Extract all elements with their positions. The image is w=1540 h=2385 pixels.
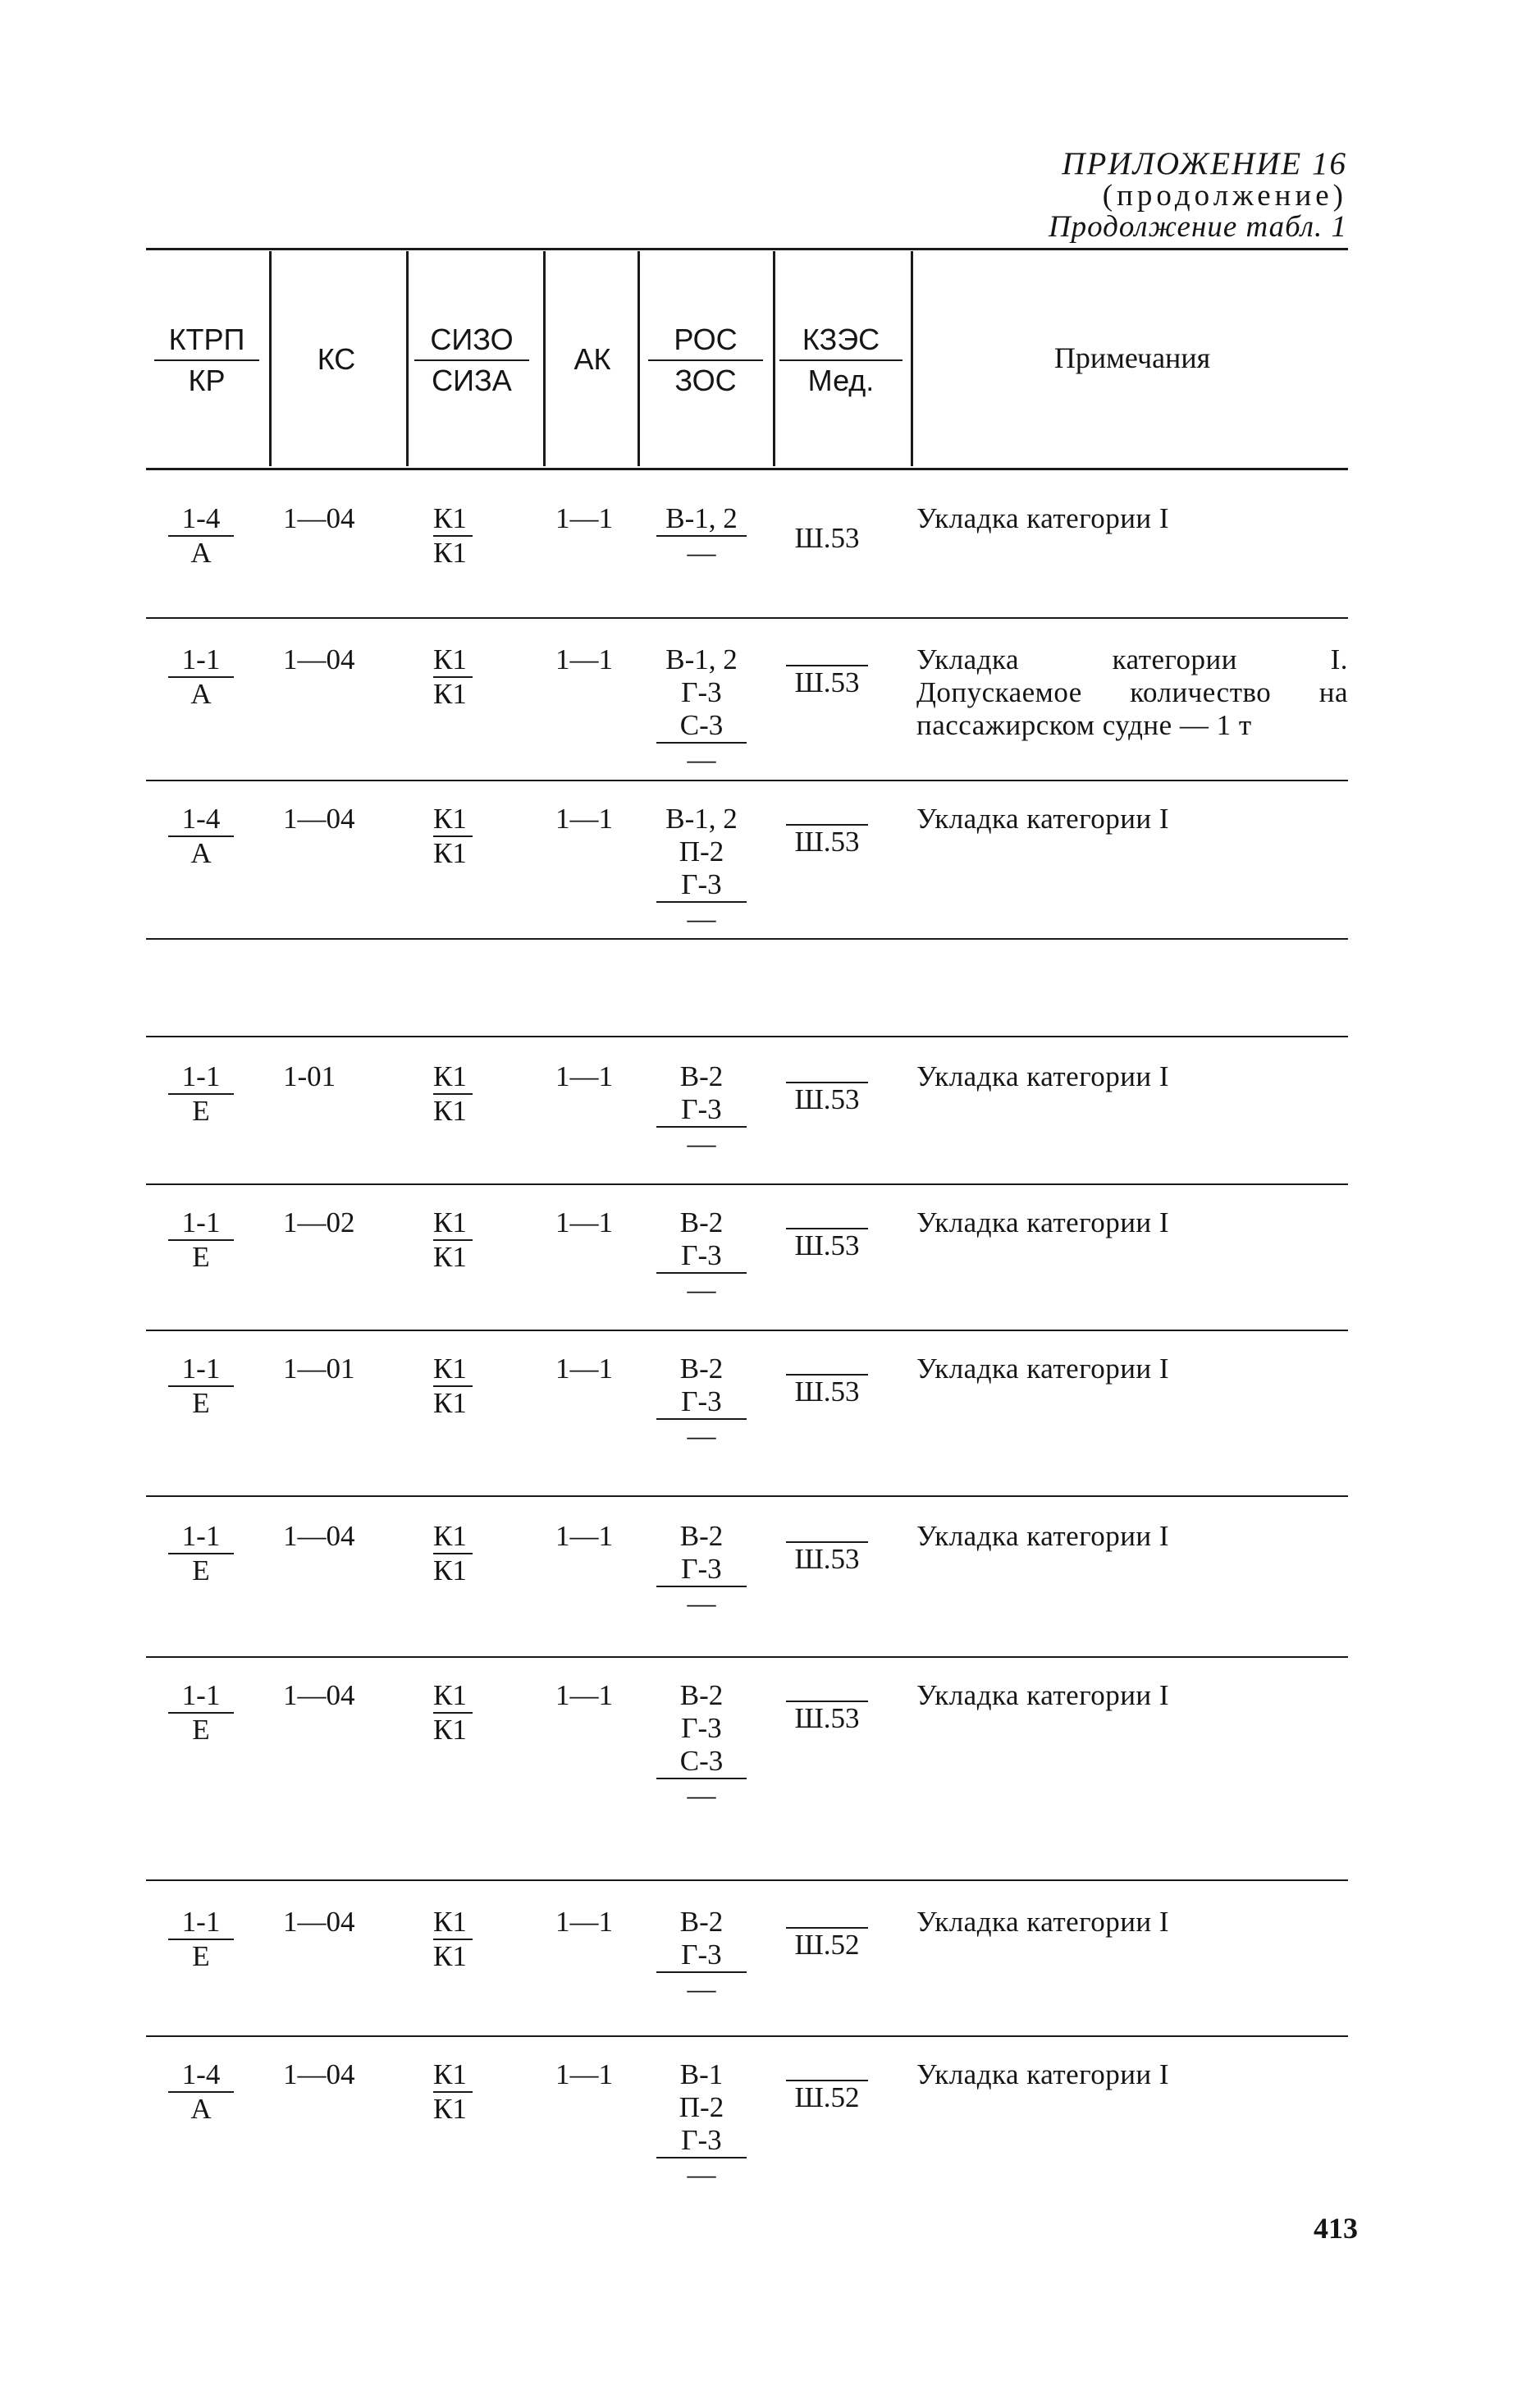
appendix-continuation: (продолжение) — [1102, 179, 1347, 213]
kzes-med-cell: Ш.52 — [786, 2058, 868, 2114]
kzes-med-cell: Ш.53 — [786, 643, 868, 699]
ktrp-kr-cell: 1-1 Е — [168, 1353, 234, 1420]
appendix-title: ПРИЛОЖЕНИЕ 16 — [1062, 146, 1347, 181]
row-divider — [146, 1879, 1348, 1881]
ros-zos-cell: В-1, 2 П-2 Г-3 — — [656, 803, 747, 936]
kzes-med-cell: Ш.53 — [786, 1060, 868, 1116]
sizo-siza-cell: К1 К1 — [433, 643, 482, 711]
ktrp-kr-cell: 1-4 А — [168, 803, 234, 870]
kzes-med-cell: Ш.53 — [786, 1679, 868, 1735]
ks-cell: 1—04 — [283, 1679, 355, 1711]
ak-cell: 1—1 — [555, 1353, 613, 1385]
ros-zos-cell: В-1, 2 — — [656, 502, 747, 570]
column-divider — [637, 251, 640, 466]
row-divider — [146, 780, 1348, 781]
kzes-med-cell: Ш.53 — [786, 803, 868, 858]
column-header-notes: Примечания — [1053, 341, 1211, 374]
ros-zos-cell: В-2 Г-3 — — [656, 1906, 747, 2006]
column-divider — [269, 251, 272, 466]
ak-cell: 1—1 — [555, 1060, 613, 1092]
ktrp-kr-cell: 1-1 Е — [168, 1206, 234, 1274]
notes-cell: Укладка категории I. Допускаемое количество на пассажирском судне — 1 т — [916, 643, 1348, 741]
kzes-med-cell: Ш.53 — [786, 1353, 868, 1408]
ktrp-kr-cell: 1-4 А — [168, 502, 234, 570]
row-divider — [146, 1495, 1348, 1497]
sizo-siza-cell: К1 К1 — [433, 1906, 482, 1973]
sizo-siza-cell: К1 К1 — [433, 1679, 482, 1746]
notes-cell: Укладка категории I — [916, 1679, 1170, 1711]
ros-zos-cell: В-2 Г-3 — — [656, 1520, 747, 1620]
ks-cell: 1—04 — [283, 2058, 355, 2090]
row-divider — [146, 617, 1348, 619]
sizo-siza-cell: К1 К1 — [433, 502, 482, 570]
sizo-siza-cell: К1 К1 — [433, 1353, 482, 1420]
ks-cell: 1—04 — [283, 803, 355, 835]
ros-zos-cell: В-1, 2 Г-3 С-3 — — [656, 643, 747, 776]
table-continuation: Продолжение табл. 1 — [1048, 210, 1347, 244]
ak-cell: 1—1 — [555, 643, 613, 675]
column-header-kzes: КЗЭС Мед. — [779, 325, 903, 396]
ak-cell: 1—1 — [555, 1520, 613, 1552]
row-divider — [146, 938, 1348, 940]
notes-cell: Укладка категории I — [916, 2058, 1170, 2090]
kzes-med-cell: Ш.53 — [786, 1206, 868, 1262]
column-divider — [406, 251, 409, 466]
ks-cell: 1—04 — [283, 1520, 355, 1552]
sizo-siza-cell: К1 К1 — [433, 1206, 482, 1274]
header-bottom-rule — [146, 468, 1348, 470]
column-header-ks: КС — [317, 342, 356, 376]
kzes-med-cell: Ш.53 — [794, 522, 860, 554]
kzes-med-cell: Ш.52 — [786, 1906, 868, 1962]
column-header-ak: АК — [574, 342, 611, 376]
ktrp-kr-cell: 1-4 А — [168, 2058, 234, 2126]
ks-cell: 1-01 — [283, 1060, 336, 1092]
ros-zos-cell: В-1 П-2 Г-3 — — [656, 2058, 747, 2191]
notes-cell: Укладка категории I — [916, 1206, 1170, 1238]
row-divider — [146, 1183, 1348, 1185]
ktrp-kr-cell: 1-1 Е — [168, 1679, 234, 1746]
column-divider — [773, 251, 775, 466]
column-header-sizo: СИЗО СИЗА — [414, 325, 529, 396]
ak-cell: 1—1 — [555, 1906, 613, 1938]
notes-cell: Укладка категории I — [916, 1060, 1170, 1092]
page-number: 413 — [1314, 2212, 1358, 2245]
ak-cell: 1—1 — [555, 502, 613, 534]
ak-cell: 1—1 — [555, 2058, 613, 2090]
row-divider — [146, 1036, 1348, 1037]
kzes-med-cell: Ш.53 — [786, 1520, 868, 1576]
notes-cell: Укладка категории I — [916, 803, 1170, 835]
ak-cell: 1—1 — [555, 1206, 613, 1238]
ak-cell: 1—1 — [555, 1679, 613, 1711]
table-top-rule — [146, 248, 1348, 250]
ks-cell: 1—04 — [283, 502, 355, 534]
ktrp-kr-cell: 1-1 Е — [168, 1520, 234, 1587]
ks-cell: 1—04 — [283, 1906, 355, 1938]
row-divider — [146, 2035, 1348, 2037]
sizo-siza-cell: К1 К1 — [433, 1060, 482, 1128]
column-header-ros: РОС ЗОС — [648, 325, 763, 396]
ros-zos-cell: В-2 Г-3 С-3 — — [656, 1679, 747, 1812]
notes-cell: Укладка категории I — [916, 1906, 1170, 1938]
ks-cell: 1—04 — [283, 643, 355, 675]
row-divider — [146, 1330, 1348, 1331]
column-header-ktrp: КТРП КР — [154, 325, 259, 396]
notes-cell: Укладка категории I — [916, 502, 1170, 534]
sizo-siza-cell: К1 К1 — [433, 1520, 482, 1587]
row-divider — [146, 1656, 1348, 1658]
ros-zos-cell: В-2 Г-3 — — [656, 1206, 747, 1307]
sizo-siza-cell: К1 К1 — [433, 2058, 482, 2126]
ktrp-kr-cell: 1-1 А — [168, 643, 234, 711]
column-divider — [543, 251, 546, 466]
ktrp-kr-cell: 1-1 Е — [168, 1060, 234, 1128]
ak-cell: 1—1 — [555, 803, 613, 835]
ktrp-kr-cell: 1-1 Е — [168, 1906, 234, 1973]
notes-cell: Укладка категории I — [916, 1353, 1170, 1385]
notes-cell: Укладка категории I — [916, 1520, 1170, 1552]
ros-zos-cell: В-2 Г-3 — — [656, 1060, 747, 1160]
sizo-siza-cell: К1 К1 — [433, 803, 482, 870]
ros-zos-cell: В-2 Г-3 — — [656, 1353, 747, 1453]
column-divider — [911, 251, 913, 466]
ks-cell: 1—01 — [283, 1353, 355, 1385]
ks-cell: 1—02 — [283, 1206, 355, 1238]
